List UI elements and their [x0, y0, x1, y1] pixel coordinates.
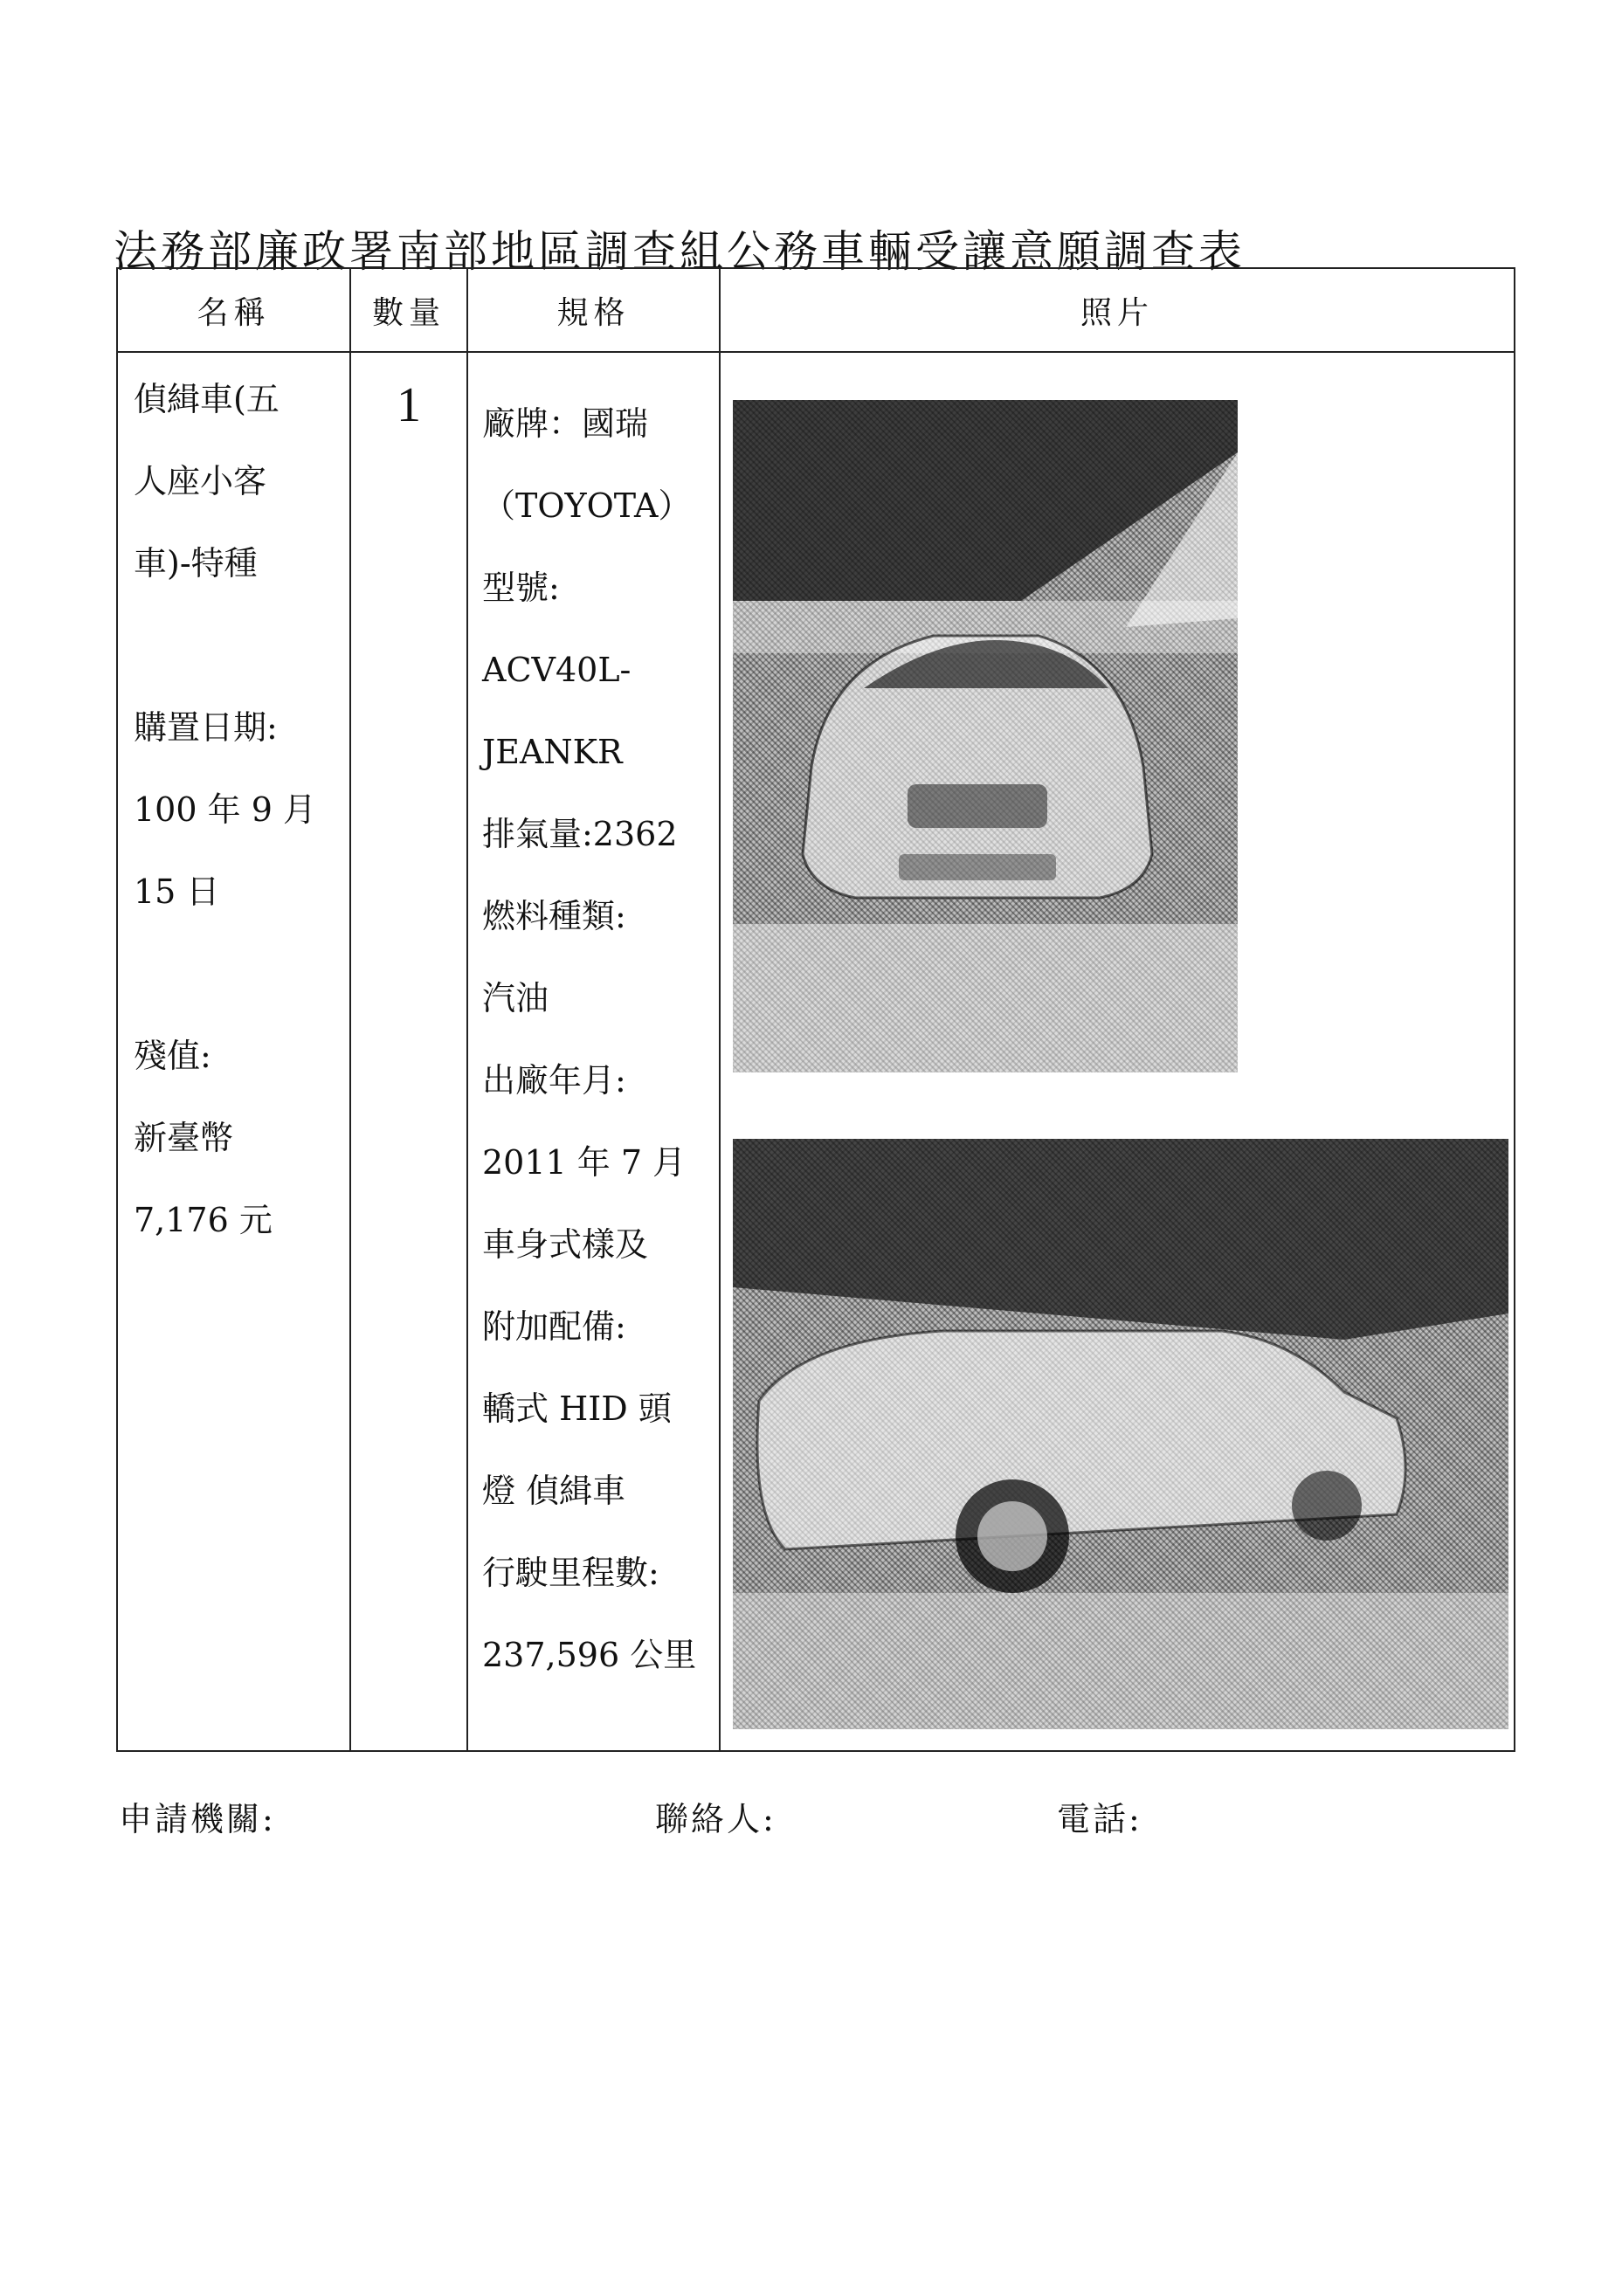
name-line: 新臺幣 — [134, 1119, 234, 1157]
header-row — [117, 268, 1515, 352]
contact-person-label: 聯絡人: — [655, 1800, 776, 1838]
car-side-illustration — [733, 1139, 1508, 1729]
name-line: 100 年 9 月 — [134, 790, 316, 829]
spec-cell — [467, 352, 720, 1751]
name-lines — [118, 353, 349, 1261]
spec-line: （TOYOTA） — [482, 486, 692, 525]
document-title: 法務部廉政署南部地區調查組公務車輛受讓意願調查表 — [114, 226, 1246, 277]
spec-line: 燈 偵緝車 — [482, 1472, 626, 1510]
spec-line: 轎式 HID 頭 — [482, 1389, 672, 1428]
car-side-photo — [733, 1139, 1508, 1729]
quantity-value: 1 — [397, 378, 421, 432]
name-line: 7,176 元 — [134, 1201, 273, 1239]
name-line — [134, 933, 349, 1015]
spec-line: 行駛里程數: — [482, 1554, 659, 1592]
quantity-cell — [350, 352, 467, 1751]
name-line: 購置日期: — [134, 708, 278, 747]
spec-line: 附加配備: — [482, 1307, 626, 1346]
spec-line: 型號: — [482, 569, 560, 607]
header-name: 名稱 — [117, 268, 350, 352]
vehicle-transfer-table — [116, 267, 1515, 1752]
vehicle-row — [117, 352, 1515, 1751]
header-spec: 規格 — [467, 268, 720, 352]
name-cell — [117, 352, 350, 1751]
car-front-illustration — [733, 400, 1238, 1072]
spec-line: 237,596 公里 — [482, 1636, 697, 1674]
name-line: 人座小客 — [134, 462, 267, 500]
spec-line: 燃料種類: — [482, 897, 626, 935]
spec-line: 廠牌：國瑞 — [482, 404, 649, 443]
header-photo: 照片 — [720, 268, 1515, 352]
spec-line: 排氣量:2362 — [482, 815, 678, 853]
name-line: 15 日 — [134, 872, 220, 911]
spec-lines — [468, 353, 719, 1696]
spec-line: 2011 年 7 月 — [482, 1143, 687, 1182]
name-line: 車)-特種 — [134, 544, 258, 583]
spec-line: 車身式樣及 — [482, 1225, 649, 1264]
photo-cell — [720, 352, 1515, 1751]
car-front-photo — [733, 400, 1238, 1072]
applicant-agency-label: 申請機關: — [119, 1800, 276, 1838]
spec-line: JEANKR — [482, 733, 623, 771]
header-quantity: 數量 — [350, 268, 467, 352]
name-line: 殘值: — [134, 1037, 211, 1075]
phone-label: 電話: — [1057, 1800, 1142, 1838]
name-line — [134, 604, 349, 686]
spec-line: ACV40L- — [482, 651, 632, 689]
spec-line: 汽油 — [482, 979, 549, 1017]
spec-line: 出廠年月: — [482, 1061, 626, 1100]
name-line: 偵緝車(五 — [134, 380, 280, 418]
